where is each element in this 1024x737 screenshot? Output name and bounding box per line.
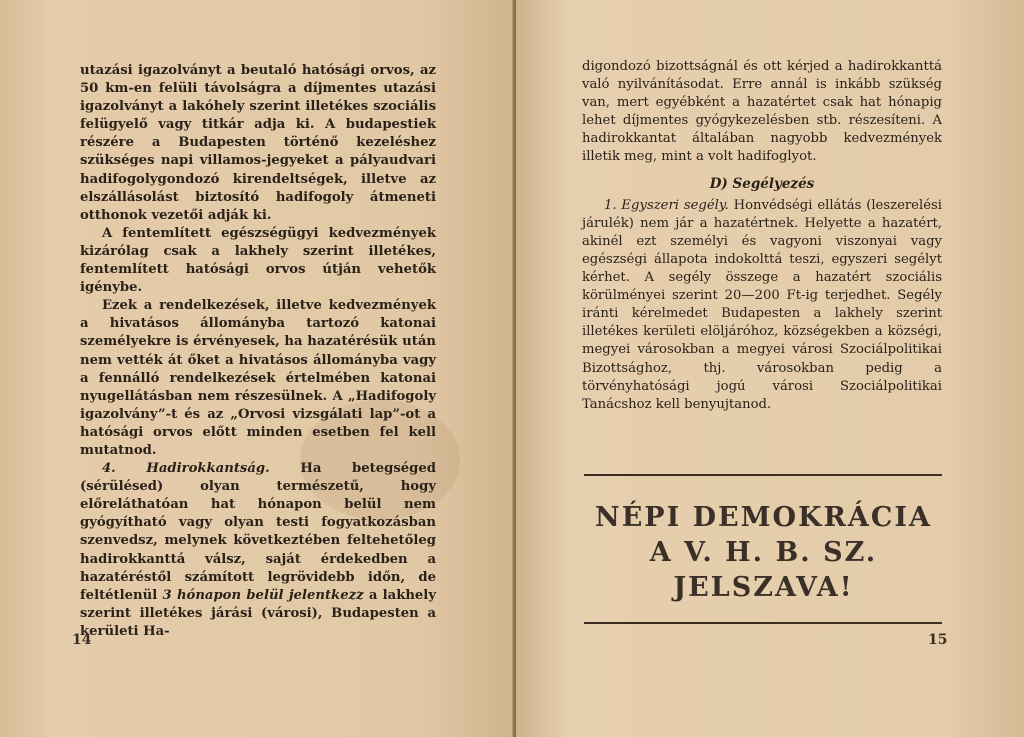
- item-title: 4. Hadirokkantság.: [102, 461, 270, 477]
- divider-rule: [584, 474, 942, 476]
- left-page-text: [80, 62, 436, 641]
- page-number: 15: [928, 632, 948, 648]
- section-heading: D) Segélyezés: [709, 175, 815, 192]
- item-4-paragraph: [80, 460, 436, 641]
- item-text-end: a lakhely szerint illetékes járási (városi), Budapesten a kerületi Ha-: [80, 587, 436, 639]
- right-page: [516, 0, 1024, 737]
- item-title: 1. Egyszeri segély.: [604, 197, 729, 213]
- paragraph: utazási igazolványt a beutaló hatósági orvos, az 50 km-en felüli távolságra a díjmentes utazási igazolványt a lakóhely szerint illetékes szociális felügyelő vagy titkár adja ki. A budapestiek részére a Budapesten történő kezeléshez szükséges napi villamos-jegyeket a pályaudvari hadifogolygondozó kirendeltségek, illetve az elszállásolást biztosító hadifogoly átmeneti otthonok vezetői adják ki.: [80, 63, 436, 223]
- slogan-line: JELSZAVA!: [673, 572, 854, 603]
- divider-rule: [584, 622, 942, 624]
- item-1-paragraph: [582, 197, 942, 414]
- paragraph: Ezek a rendelkezések, illetve kedvezmények a hivatásos állományba tartozó katonai személyekre is érvényesek, ha hazatérésük után nem vették át őket a hivatásos állományba vagy a fennálló rendelkezések értelmében katonai nyugellátásban nem részesülnek. A „Hadifogoly igazolvány”-t és az „Orvosi vizsgálati lap”-ot a hatósági orvos előtt minden esetben fel kell mutatnod.: [80, 298, 436, 458]
- paragraph: A fentemlített egészségügyi kedvezmények kizárólag csak a lakhely szerint illetékes, fentemlített hatósági orvos útján vehetők igénybe.: [80, 225, 436, 296]
- item-text: Honvédségi ellátás (leszerelési járulék) nem jár a hazatértnek. Helyette a hazatért, akinél ezt személyi és vagyoni viszonyai vagy egészségi állapota indokolttá teszi, egyszeri segélyt kérhet. A segély összege a hazatért szociális körülményei szerint 20—200 Ft-ig terjedhet. Segély iránti kérelmedet Budapesten a lakhely szerint illetékes kerületi elöljáróhoz, községekben a községi, megyei városokban a megyei városi Szociálpolitikai Bizottsághoz, thj. városokban pedig a törvényhatósági jogú városi Szociálpolitikai Tanácshoz kell benyujtanod.: [582, 197, 942, 412]
- page-number: 14: [72, 632, 92, 648]
- slogan-line: A V. H. B. SZ.: [649, 537, 878, 568]
- paragraph: digondozó bizottságnál és ott kérjed a hadirokkanttá való nyilvánításodat. Erre annál is inkább szükség van, mert egyébként a hazatértet csak hat hónapig lehet díjmentes gyógykezelésben stb. részesíteni. A hadirokkantat általában nagyobb kedvezmények illetik meg, mint a volt hadifoglyot.: [582, 59, 942, 165]
- right-page-text: [582, 58, 942, 414]
- item-text: Ha betegséged (sérülésed) olyan természetű, hogy előreláthatóan hat hónapon belül nem gyógyítható vagy olyan testi fogyatkozásban szenvedsz, melynek következtében feltehetőleg hadirokkanttá válsz, saját érdekedben a hazatéréstől számított legrövidebb időn, de feltétlenül: [80, 461, 436, 603]
- item-emphasis: 3 hónapon belül jelentkezz: [162, 587, 364, 603]
- slogan: [576, 500, 951, 605]
- slogan-line: NÉPI DEMOKRÁCIA: [595, 502, 932, 533]
